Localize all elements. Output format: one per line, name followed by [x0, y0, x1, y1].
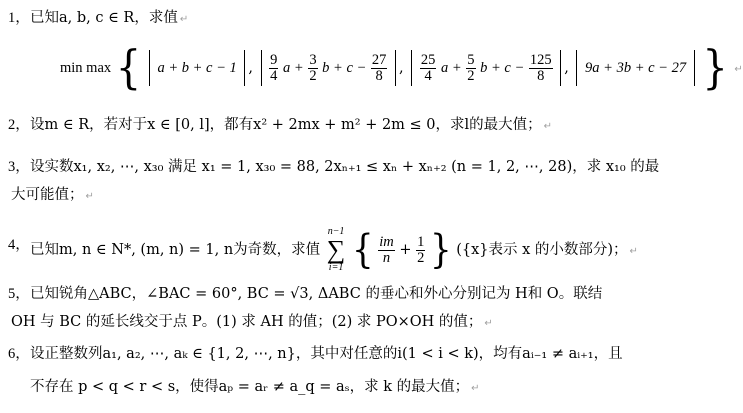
paragraph-mark-icon: ↵ [734, 64, 743, 75]
paragraph-mark-icon: ↵ [543, 121, 553, 132]
paragraph-mark-icon: ↵ [629, 246, 638, 257]
frac-num: 5 [467, 51, 475, 68]
paragraph-mark-icon: ↵ [471, 383, 480, 394]
left-brace: { [351, 227, 374, 273]
right-brace: } [702, 41, 728, 95]
summation [327, 226, 346, 274]
term-3-mid-2: b + c − [480, 60, 525, 76]
problem-6-tail: 不存在 p < q < r < s，使得aₚ = aᵣ ≠ a_q = aₛ，求 k 的最大值； [30, 379, 470, 395]
frac-num: 3 [309, 51, 317, 68]
problem-3-number: 3， [8, 159, 30, 175]
frac-num: 25 [420, 51, 436, 68]
abs-bar [244, 50, 245, 86]
problem-4-stem: 已知m, n ∈ N*, (m, n) = 1, n为奇数，求值 [30, 242, 321, 258]
problem-4-number: 4， [8, 237, 30, 253]
frac-den: 4 [424, 67, 432, 84]
fraction [371, 53, 388, 84]
problem-5-number: 5， [8, 286, 30, 302]
fraction [529, 53, 553, 84]
problem-1-number: 1， [8, 10, 30, 26]
problem-3-continuation [11, 186, 94, 206]
abs-bar [261, 50, 262, 86]
problem-5-continuation [11, 313, 493, 333]
problem-5-tail: OH 与 BC 的延长线交于点 P。(1) 求 AH 的值；(2) 求 PO×OH 的值； [11, 314, 483, 330]
frac-num: 125 [529, 51, 552, 68]
frac-num: im [379, 233, 394, 250]
left-brace: { [115, 41, 142, 95]
paragraph-mark-icon: ↵ [484, 318, 493, 329]
frac-den: 8 [537, 67, 545, 84]
problem-6-continuation [30, 378, 479, 398]
problem-4-tail: ({x}表示 x 的小数部分)； [456, 242, 628, 258]
frac-num: 27 [371, 51, 387, 68]
frac-den: 4 [270, 67, 278, 84]
fraction [416, 235, 425, 266]
frac-den: 2 [467, 67, 475, 84]
problem-3-tail: 大可能值； [11, 187, 84, 203]
problem-2-text [30, 116, 552, 136]
problem-4-text [30, 226, 638, 274]
problem-2-number: 2， [8, 117, 30, 133]
abs-bar [149, 50, 150, 86]
term-1: a + b + c − 1 [157, 60, 237, 76]
fraction [378, 235, 395, 266]
frac-num: 1 [417, 233, 425, 250]
term-2-mid-1: a + [283, 60, 304, 76]
frac-num: 9 [270, 51, 278, 68]
problem-5-text: 已知锐角△ABC，∠BAC = 60°, BC = √3, ΔABC 的垂心和外心分别记为 H和 O。联结 [30, 286, 603, 302]
problem-6-number: 6， [8, 346, 30, 362]
abs-bar [395, 50, 396, 86]
frac-den: 8 [375, 67, 383, 84]
sum-upper: n−1 [327, 226, 345, 237]
problem-2-stem: 设m ∈ R，若对于x ∈ [0, l]，都有x² + 2mx + m² + 2m ≤ 0，求l的最大值； [30, 117, 542, 133]
problem-1-text [30, 9, 188, 29]
problem-1-stem: 已知a, b, c ∈ R，求值 [30, 10, 178, 26]
fraction [466, 53, 475, 84]
plus-sign: + [399, 242, 412, 258]
abs-bar [694, 50, 695, 86]
abs-bar [411, 50, 412, 86]
sigma-icon: ∑ [326, 235, 346, 264]
sum-lower: i=1 [328, 262, 344, 273]
term-3-mid-1: a + [440, 60, 462, 76]
term-4: 9a + 3b + c − 27 [585, 60, 687, 76]
abs-bar [560, 50, 561, 86]
term-2-mid-2: b + c − [322, 60, 367, 76]
right-brace: } [429, 227, 452, 273]
paragraph-mark-icon: ↵ [85, 191, 94, 202]
abs-bar [576, 50, 577, 86]
paragraph-mark-icon: ↵ [179, 14, 189, 25]
problem-6-text: 设正整数列a₁, a₂, ⋯, aₖ ∈ {1, 2, ⋯, n}，其中对任意的i(1 < i < k)，均有aᵢ₋₁ ≠ aᵢ₊₁，且 [30, 346, 623, 362]
expr-prefix: min max [60, 60, 112, 76]
problem-3-text: 设实数x₁, x₂, ⋯, x₃₀ 满足 x₁ = 1, x₃₀ = 88, 2xₙ₊₁ ≤ xₙ + xₙ₊₂ (n = 1, 2, ⋯, 28)，求 x₁₀ 的最 [30, 159, 660, 175]
fraction [420, 53, 437, 84]
fraction [308, 53, 317, 84]
frac-den: n [382, 249, 391, 266]
frac-den: 2 [309, 67, 317, 84]
fraction [269, 53, 278, 84]
problem-1-expression: min max { a + b + c − 1 , $\frac{9}{4}$ a + $\frac{3}{2}$ b + c − $\frac{27}{8}$ , $\frac{25}{4}$ a + $\frac{5}{2}$ b + c − $\frac{125}{8}$ , 9a + 3b + c − 27 } ↵ [60, 41, 743, 95]
frac-den: 2 [417, 249, 425, 266]
